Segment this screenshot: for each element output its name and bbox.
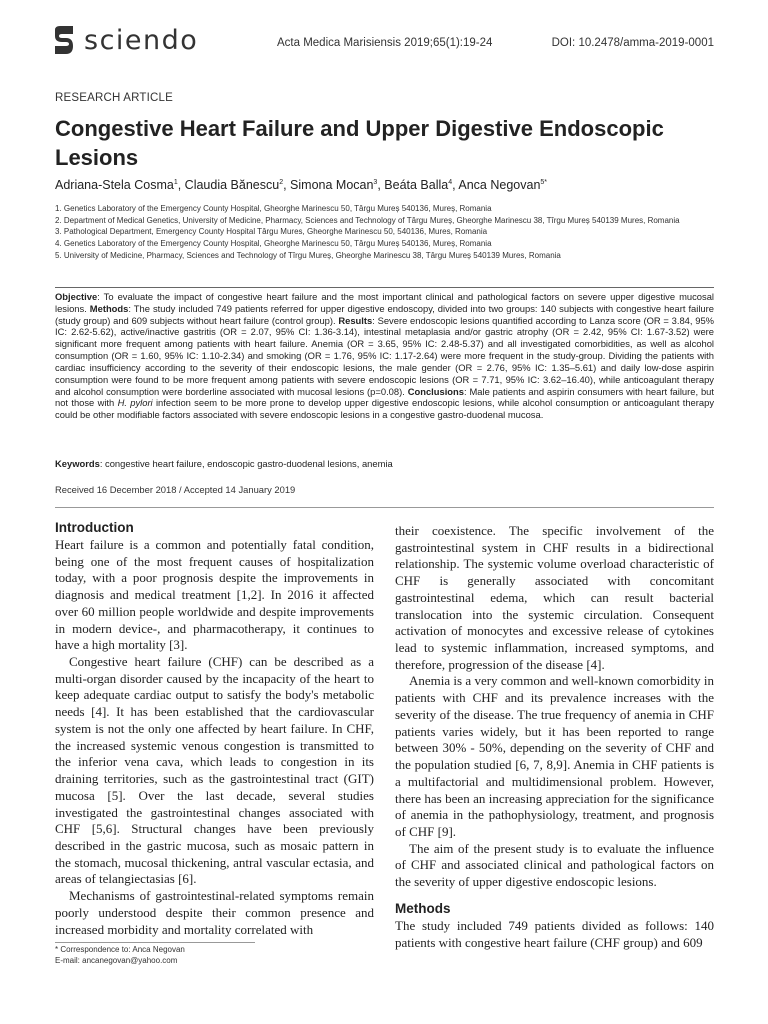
conclusions-label: Conclusions [407, 385, 464, 397]
keywords-text: : congestive heart failure, endoscopic gastro-duodenal lesions, anemia [99, 458, 393, 469]
author-affiliation-mark: 2 [279, 178, 284, 186]
methods-heading: Methods [395, 900, 451, 916]
results-label: Results [338, 314, 373, 326]
author-affiliation-mark: 3 [373, 178, 378, 186]
methods-label: Methods [89, 302, 129, 314]
abstract [55, 287, 714, 421]
sciendo-logo-icon [52, 24, 76, 58]
affiliation-item: 4. Genetics Laboratory of the Emergency County Hospital, Gheorghe Marinescu 50, Târgu Mureș 540136, Mureș, Romania [55, 239, 492, 249]
author-name: Claudia Bănescu [184, 178, 280, 192]
author-affiliation-mark: 4 [448, 178, 453, 186]
affiliation-item: 2. Department of Medical Genetics, University of Medicine, Pharmacy, Sciences and Technology of Târgu Mureș, Gheorghe Marinescu 38, Tîrgu Mureș 540139 Mures, Romania [55, 215, 680, 225]
affiliations [55, 203, 715, 262]
results-text: : Severe endoscopic lesions quantified according to Lanza score (OR = 3.84, 95% IC: 2.62-5.62), active/inactive gastritis (OR = 2.07, 95% CI: 1.36-3.14), intestinal metaplasia and/or gastric atrophy (OR = 2.42, 95% CI: 1.67-3.52) were significant more frequent among patients with heart failure. Anemia (OR = 3.65, 95% IC: 2.48-5.37) and all investigated comorbidities, as well as alcohol consumption (OR = 1.60, 95% IC: 1.10-2.34) and smoking (OR = 1.76, 95% IC: 1.17-2.64) were more frequent in the study-group. Dividing the patients with cardiac insufficiency according to the severity of their endoscopic lesions, the male gender (OR = 2.76, 95% IC: 1.35–5.61) and daily low-dose aspirin consumption were found to be more frequent among patients with severe endoscopic lesions (OR = 7.71, 95% IC: 3.62–16.40), while anticoagulant therapy and alcohol consumption were borderline associated with mucosal lesions (p=0.08). [55, 314, 714, 397]
logo-text: sciendo [84, 25, 199, 56]
abstract-text [55, 291, 714, 421]
affiliation-item: 3. Pathological Department, Emergency County Hospital Târgu Mures, Gheorghe Marinescu 50, 540136, Mures, Romania [55, 227, 488, 237]
footnote [55, 942, 255, 966]
objective-text: : To evaluate the impact of congestive heart failure and the most important clinical and pathological factors on severe upper digestive mucosal lesions. [55, 291, 714, 314]
conclusions-text-end: infection seem to be more prone to develop upper digestive endoscopic lesions, while alcohol consumption or anticoagulant therapy could be other modifiable factors associated with severe endoscopic lesions in a congestive gastro-duodenal mucosa. [55, 397, 715, 421]
keywords-label: Keywords [55, 458, 100, 469]
body-paragraph: The aim of the present study is to evaluate the influence of CHF and associated clinical and pathological factors on the severity of upper digestive endoscopic lesions. [395, 840, 714, 890]
page-header [52, 24, 714, 64]
journal-citation: Acta Medica Marisiensis 2019;65(1):19-24 [277, 37, 493, 49]
conclusions-italic: H. pylori [117, 397, 153, 409]
conclusions-text: : Male patients and aspirin consumers with heart failure, but not those with [55, 385, 715, 409]
article-title: Congestive Heart Failure and Upper Digestive Endoscopic Lesions [55, 116, 664, 170]
publisher-logo [52, 24, 198, 58]
author-name: Adriana-Stela Cosma [55, 178, 174, 192]
doi: DOI: 10.2478/amma-2019-0001 [551, 37, 714, 49]
body-paragraph: The study included 749 patients divided as follows: 140 patients with congestive heart failure (CHF group) and 609 [395, 917, 714, 950]
article-type: RESEARCH ARTICLE [55, 92, 174, 104]
keywords [55, 458, 715, 469]
author-affiliation-mark: 1 [173, 178, 178, 186]
correspondence-email: E-mail: ancanegovan@yahoo.com [55, 955, 178, 965]
body-paragraph: their coexistence. The specific involvement of the gastrointestinal system in CHF results in a bidirectional relationship. The systemic volume overload characteristic of CHF is generally associated with concomitant gastrointestinal edema, which can result bacterial translocation into the systemic circulation. Consequent activation of monocytes and excessive release of cytokines lead to systemic inflammation, increased symptoms, and therefore, progression of the disease [4]. [395, 523, 714, 672]
affiliation-item: 1. Genetics Laboratory of the Emergency County Hospital, Gheorghe Marinescu 50, Târgu Mureș 540136, Mureș, Romania [55, 204, 492, 213]
received-dates: Received 16 December 2018 / Accepted 14 January 2019 [55, 484, 296, 495]
affiliation-item: 5. University of Medicine, Pharmacy, Sciences and Technology of Tîrgu Mureș, Gheorghe Marinescu 38, Târgu Mureș 540139 Mures, Romania [55, 250, 561, 260]
objective-label: Objective [55, 291, 98, 302]
author-name: Anca Negovan [458, 178, 541, 192]
methods-text: : The study included 749 patients referred for upper digestive endoscopy, divided into two groups: 140 subjects with congestive heart failure (study group) and 609 subjects without heart failure (control group). [55, 302, 714, 326]
correspondence-note: * Correspondence to: Anca Negovan [55, 945, 185, 954]
section-divider [55, 507, 714, 508]
body-paragraph: Anemia is a very common and well-known comorbidity in patients with CHF and its prevalence increases with the severity of the disease. The true frequency of anemia in CHF patients varies widely, but it has been reported to range between 30% - 50%, depending on the severity of CHF and the population studied [6, 7, 8,9]. Anemia in CHF patients is a multifactorial and multidimensional problem. However, there has been an increasing appreciation for the significance of anemia in the pathophysiology, treatment, and prognosis of CHF [9]. [395, 673, 714, 839]
body-column-left [55, 520, 374, 938]
body-paragraph: Heart failure is a common and potentially fatal condition, being one of the most frequent causes of hospitalization today, with a poor prognosis despite the improvements in diagnosis and medical treatment [1,2]. In 2016 it affected over 60 million people worldwide and despite improvements in modern device-, and pharmacotherapy, it continues to have a high mortality [3]. [55, 537, 374, 653]
body-column-right [395, 523, 714, 951]
author-name: Beáta Balla [384, 178, 449, 192]
body-paragraph: Congestive heart failure (CHF) can be described as a multi-organ disorder caused by the incapacity of the heart to keep adequate cardiac output to satisfy the body's metabolic needs [4]. It has been established that the cardiovascular system is not the only one affected by heart failure. In CHF, the increased systemic venous congestion is transmitted to the inferior vena cava, which leads to congestion in its draining territories, such as the gastrointestinal tract (GIT) mucosa [5]. Over the last decade, several studies investigated the gastrointestinal changes associated with CHF [5,6]. Structural changes have been previously described in the gastric mucosa, such as mosaic pattern in the stomach, mucosal thickening, antral vascular ectasia, and areas of telangiectasias [6]. [55, 654, 374, 887]
author-list: Adriana-Stela Cosma$^1$, Claudia Bănescu$^2$, Simona Mocan$^3$, Beáta Balla$^4$, Anca Negovan$^{5*}$ [55, 178, 548, 192]
author-name: Simona Mocan [290, 178, 374, 192]
author-affiliation-mark: 5* [540, 178, 548, 186]
body-paragraph: Mechanisms of gastrointestinal-related symptoms remain poorly understood despite their common presence and increased morbidity and mortality correlated with [55, 888, 374, 937]
introduction-heading: Introduction [55, 520, 134, 535]
